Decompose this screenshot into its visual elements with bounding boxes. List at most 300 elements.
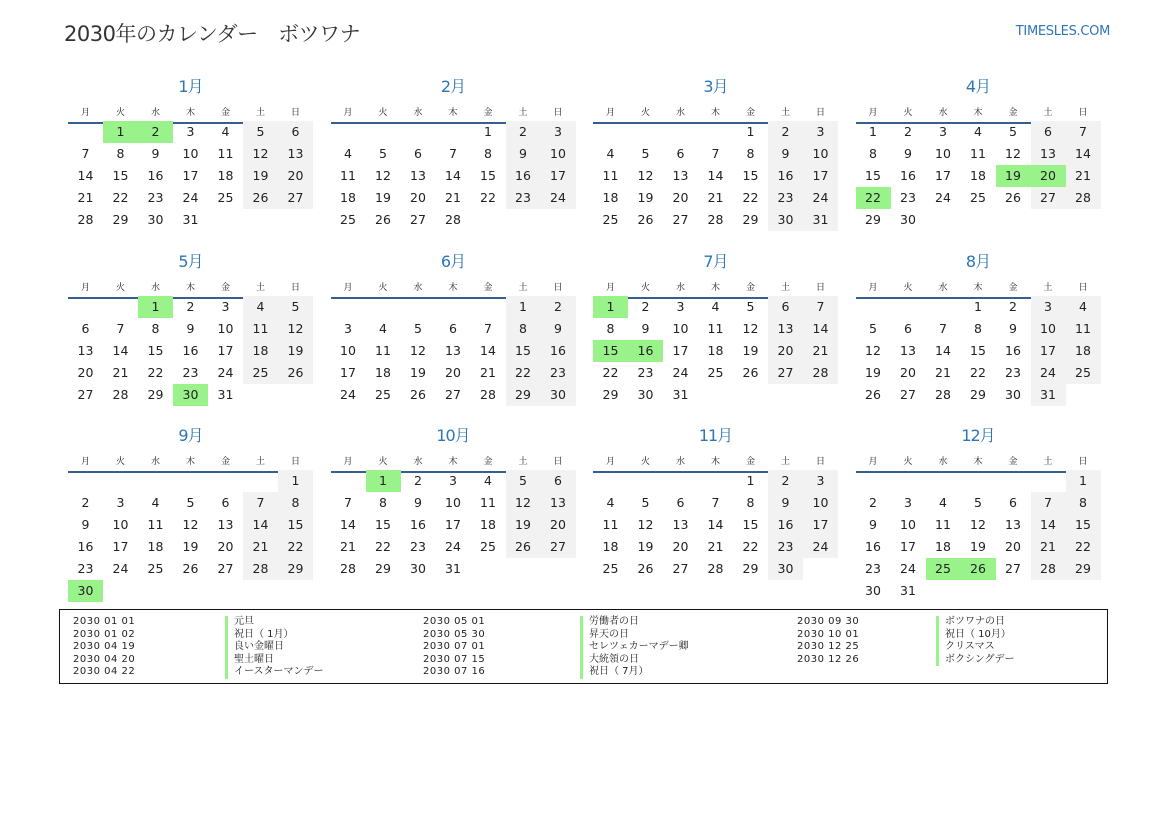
calendar-day[interactable]: 14: [480, 342, 496, 358]
calendar-day[interactable]: 13: [217, 517, 234, 532]
calendar-day[interactable]: 19: [252, 168, 269, 183]
calendar-day[interactable]: 1: [291, 473, 300, 488]
calendar-day[interactable]: 15: [112, 168, 129, 183]
calendar-day[interactable]: 12: [970, 517, 986, 532]
calendar-day[interactable]: 25: [707, 364, 724, 380]
calendar-day[interactable]: 5: [291, 298, 300, 314]
calendar-day[interactable]: 4: [221, 124, 230, 139]
calendar-day[interactable]: 24: [112, 561, 129, 576]
calendar-day[interactable]: 26: [1005, 190, 1021, 205]
calendar-day[interactable]: 14: [812, 320, 829, 336]
calendar-day[interactable]: 11: [970, 146, 986, 161]
calendar-day[interactable]: 3: [939, 124, 947, 139]
calendar-day[interactable]: 4: [379, 320, 387, 336]
calendar-day[interactable]: 5: [974, 495, 982, 510]
calendar-day[interactable]: 14: [252, 517, 269, 532]
calendar-day[interactable]: 16: [777, 168, 794, 183]
calendar-day[interactable]: 21: [935, 364, 951, 380]
calendar-day[interactable]: 19: [410, 364, 426, 380]
calendar-day[interactable]: 18: [340, 190, 356, 205]
calendar-day[interactable]: 30: [900, 212, 916, 227]
calendar-day[interactable]: 20: [1005, 539, 1021, 554]
calendar-day[interactable]: 28: [1075, 190, 1091, 205]
calendar-day[interactable]: 17: [217, 342, 234, 358]
calendar-day[interactable]: 9: [519, 146, 527, 161]
calendar-day[interactable]: 13: [777, 320, 794, 336]
calendar-day[interactable]: 21: [340, 539, 356, 554]
calendar-day[interactable]: 28: [812, 364, 829, 380]
calendar-day[interactable]: 28: [77, 212, 94, 227]
calendar-day[interactable]: 2: [641, 298, 650, 314]
calendar-day[interactable]: 18: [1075, 342, 1091, 358]
calendar-day[interactable]: 25: [147, 561, 164, 576]
calendar-day[interactable]: 2: [1009, 298, 1017, 314]
calendar-day[interactable]: 2: [781, 473, 790, 488]
calendar-day[interactable]: 29: [515, 386, 531, 402]
calendar-day[interactable]: 16: [182, 342, 199, 358]
calendar-day[interactable]: 15: [287, 517, 304, 532]
calendar-day[interactable]: 4: [711, 298, 720, 314]
calendar-day[interactable]: 18: [217, 168, 234, 183]
calendar-day[interactable]: 12: [410, 342, 426, 358]
calendar-day[interactable]: 3: [554, 124, 562, 139]
calendar-day[interactable]: 13: [77, 342, 94, 358]
calendar-day[interactable]: 6: [221, 495, 230, 510]
calendar-day[interactable]: 21: [445, 190, 461, 205]
calendar-day[interactable]: 30: [637, 386, 654, 402]
calendar-day[interactable]: 13: [445, 342, 461, 358]
calendar-day[interactable]: 4: [606, 495, 615, 510]
calendar-day[interactable]: 13: [1005, 517, 1021, 532]
calendar-day[interactable]: 26: [252, 190, 269, 205]
calendar-day[interactable]: 10: [182, 146, 199, 161]
calendar-day[interactable]: 14: [340, 517, 356, 532]
calendar-day[interactable]: 17: [112, 539, 129, 554]
calendar-day[interactable]: 22: [375, 539, 391, 554]
calendar-day[interactable]: 11: [375, 342, 391, 358]
calendar-day[interactable]: 11: [602, 168, 619, 183]
calendar-day[interactable]: 9: [869, 517, 877, 532]
calendar-day[interactable]: 16: [410, 517, 426, 532]
calendar-day[interactable]: 6: [81, 320, 90, 336]
calendar-day[interactable]: 7: [484, 320, 492, 336]
calendar-day[interactable]: 27: [410, 212, 426, 227]
calendar-day[interactable]: 23: [77, 561, 94, 576]
calendar-day[interactable]: 7: [116, 320, 125, 336]
calendar-day[interactable]: 13: [550, 495, 566, 510]
calendar-day[interactable]: 11: [707, 320, 724, 336]
calendar-day[interactable]: 27: [217, 561, 234, 576]
calendar-day[interactable]: 30: [147, 212, 164, 227]
calendar-day[interactable]: 9: [641, 320, 650, 336]
calendar-day[interactable]: 29: [970, 386, 986, 402]
calendar-day[interactable]: 20: [900, 364, 916, 380]
calendar-day[interactable]: 22: [515, 364, 531, 380]
calendar-day[interactable]: 13: [287, 146, 304, 161]
calendar-day[interactable]: 26: [637, 212, 654, 227]
calendar-day[interactable]: 6: [676, 146, 685, 161]
calendar-day[interactable]: 26: [742, 364, 759, 380]
calendar-day[interactable]: 29: [112, 212, 129, 227]
calendar-day[interactable]: 16: [147, 168, 164, 183]
calendar-day[interactable]: 6: [1044, 124, 1052, 139]
calendar-day[interactable]: 23: [410, 539, 426, 554]
calendar-day[interactable]: 23: [777, 190, 794, 205]
calendar-day[interactable]: 10: [1040, 320, 1056, 336]
calendar-day[interactable]: 9: [81, 517, 90, 532]
calendar-day[interactable]: 5: [519, 473, 527, 488]
calendar-day[interactable]: 24: [672, 364, 689, 380]
calendar-day[interactable]: 17: [935, 168, 951, 183]
calendar-day[interactable]: 31: [182, 212, 199, 227]
calendar-day[interactable]: 6: [781, 298, 790, 314]
calendar-day[interactable]: 25: [340, 212, 356, 227]
calendar-day[interactable]: 21: [1075, 168, 1091, 183]
calendar-day[interactable]: 30: [1005, 386, 1021, 402]
calendar-day[interactable]: 1: [869, 124, 877, 139]
calendar-day[interactable]: 9: [781, 495, 790, 510]
calendar-day[interactable]: 8: [484, 146, 492, 161]
calendar-day[interactable]: 4: [484, 473, 492, 488]
calendar-day[interactable]: 23: [777, 539, 794, 554]
calendar-day[interactable]: 5: [746, 298, 755, 314]
calendar-day[interactable]: 17: [672, 342, 689, 358]
calendar-day[interactable]: 7: [1044, 495, 1052, 510]
calendar-day[interactable]: 14: [445, 168, 461, 183]
calendar-day[interactable]: 20: [77, 364, 94, 380]
calendar-day[interactable]: 18: [375, 364, 391, 380]
calendar-day[interactable]: 23: [900, 190, 916, 205]
calendar-day[interactable]: 11: [217, 146, 234, 161]
calendar-day[interactable]: 1: [1079, 473, 1087, 488]
calendar-day[interactable]: 24: [340, 386, 356, 402]
calendar-day[interactable]: 20: [777, 342, 794, 358]
calendar-day[interactable]: 3: [116, 495, 125, 510]
calendar-day[interactable]: 1: [519, 298, 527, 314]
calendar-day[interactable]: 6: [1009, 495, 1017, 510]
calendar-day[interactable]: 16: [865, 539, 881, 554]
calendar-day[interactable]: 18: [970, 168, 986, 183]
calendar-day[interactable]: 24: [900, 561, 916, 576]
calendar-day[interactable]: 23: [182, 364, 199, 380]
calendar-day[interactable]: 6: [291, 124, 300, 139]
calendar-day[interactable]: 24: [812, 539, 829, 554]
calendar-day[interactable]: 3: [676, 298, 685, 314]
holiday-day[interactable]: 19: [996, 165, 1031, 187]
calendar-day[interactable]: 16: [900, 168, 916, 183]
calendar-day[interactable]: 18: [707, 342, 724, 358]
calendar-day[interactable]: 7: [939, 320, 947, 336]
calendar-day[interactable]: 17: [812, 517, 829, 532]
holiday-day[interactable]: 30: [68, 580, 103, 602]
calendar-day[interactable]: 7: [344, 495, 352, 510]
calendar-day[interactable]: 31: [445, 561, 461, 576]
calendar-day[interactable]: 3: [816, 473, 825, 488]
calendar-day[interactable]: 21: [252, 539, 269, 554]
calendar-day[interactable]: 14: [707, 168, 724, 183]
calendar-day[interactable]: 5: [256, 124, 265, 139]
calendar-day[interactable]: 16: [777, 517, 794, 532]
holiday-day[interactable]: 1: [103, 121, 138, 143]
calendar-day[interactable]: 29: [602, 386, 619, 402]
calendar-day[interactable]: 21: [1040, 539, 1056, 554]
calendar-day[interactable]: 10: [672, 320, 689, 336]
holiday-day[interactable]: 20: [1031, 165, 1066, 187]
calendar-day[interactable]: 5: [414, 320, 422, 336]
calendar-day[interactable]: 3: [816, 124, 825, 139]
calendar-day[interactable]: 31: [217, 386, 234, 402]
calendar-day[interactable]: 6: [554, 473, 562, 488]
holiday-day[interactable]: 30: [173, 384, 208, 406]
calendar-day[interactable]: 17: [340, 364, 356, 380]
calendar-day[interactable]: 3: [186, 124, 195, 139]
calendar-day[interactable]: 10: [217, 320, 234, 336]
holiday-day[interactable]: 2: [138, 121, 173, 143]
calendar-day[interactable]: 28: [935, 386, 951, 402]
calendar-day[interactable]: 15: [480, 168, 496, 183]
calendar-day[interactable]: 28: [252, 561, 269, 576]
calendar-day[interactable]: 3: [1044, 298, 1052, 314]
calendar-day[interactable]: 30: [777, 212, 794, 227]
calendar-day[interactable]: 24: [217, 364, 234, 380]
calendar-day[interactable]: 15: [1075, 517, 1091, 532]
calendar-day[interactable]: 19: [637, 539, 654, 554]
calendar-day[interactable]: 23: [147, 190, 164, 205]
holiday-day[interactable]: 1: [138, 296, 173, 318]
calendar-day[interactable]: 9: [151, 146, 160, 161]
calendar-day[interactable]: 7: [711, 495, 720, 510]
calendar-day[interactable]: 7: [711, 146, 720, 161]
calendar-day[interactable]: 25: [252, 364, 269, 380]
calendar-day[interactable]: 20: [672, 539, 689, 554]
calendar-day[interactable]: 28: [707, 561, 724, 576]
calendar-day[interactable]: 11: [252, 320, 269, 336]
calendar-day[interactable]: 18: [935, 539, 951, 554]
calendar-day[interactable]: 6: [414, 146, 422, 161]
calendar-day[interactable]: 26: [182, 561, 199, 576]
calendar-day[interactable]: 28: [112, 386, 129, 402]
calendar-day[interactable]: 29: [147, 386, 164, 402]
calendar-day[interactable]: 9: [554, 320, 562, 336]
calendar-day[interactable]: 3: [344, 320, 352, 336]
calendar-day[interactable]: 28: [480, 386, 496, 402]
calendar-day[interactable]: 5: [641, 495, 650, 510]
calendar-day[interactable]: 10: [812, 495, 829, 510]
calendar-day[interactable]: 18: [602, 539, 619, 554]
calendar-day[interactable]: 6: [676, 495, 685, 510]
calendar-day[interactable]: 25: [375, 386, 391, 402]
calendar-day[interactable]: 7: [816, 298, 825, 314]
calendar-day[interactable]: 8: [869, 146, 877, 161]
calendar-day[interactable]: 29: [375, 561, 391, 576]
calendar-day[interactable]: 26: [865, 386, 881, 402]
calendar-day[interactable]: 4: [974, 124, 982, 139]
calendar-day[interactable]: 12: [515, 495, 531, 510]
calendar-day[interactable]: 12: [252, 146, 269, 161]
calendar-day[interactable]: 20: [550, 517, 566, 532]
calendar-day[interactable]: 30: [865, 583, 881, 598]
calendar-day[interactable]: 13: [672, 168, 689, 183]
calendar-day[interactable]: 2: [904, 124, 912, 139]
calendar-day[interactable]: 4: [256, 298, 265, 314]
calendar-day[interactable]: 19: [970, 539, 986, 554]
calendar-day[interactable]: 3: [449, 473, 457, 488]
calendar-day[interactable]: 11: [1075, 320, 1091, 336]
calendar-day[interactable]: 5: [869, 320, 877, 336]
calendar-day[interactable]: 8: [1079, 495, 1087, 510]
calendar-day[interactable]: 12: [1005, 146, 1021, 161]
calendar-day[interactable]: 17: [550, 168, 566, 183]
calendar-day[interactable]: 5: [641, 146, 650, 161]
calendar-day[interactable]: 27: [672, 561, 689, 576]
calendar-day[interactable]: 31: [1040, 386, 1056, 402]
calendar-day[interactable]: 29: [742, 561, 759, 576]
calendar-day[interactable]: 17: [1040, 342, 1056, 358]
calendar-day[interactable]: 27: [1005, 561, 1021, 576]
calendar-day[interactable]: 1: [974, 298, 982, 314]
holiday-day[interactable]: 15: [593, 340, 628, 362]
calendar-day[interactable]: 25: [970, 190, 986, 205]
calendar-day[interactable]: 21: [480, 364, 496, 380]
calendar-day[interactable]: 4: [151, 495, 160, 510]
calendar-day[interactable]: 3: [904, 495, 912, 510]
calendar-day[interactable]: 24: [445, 539, 461, 554]
calendar-day[interactable]: 20: [445, 364, 461, 380]
calendar-day[interactable]: 3: [221, 298, 230, 314]
holiday-day[interactable]: 1: [593, 296, 628, 318]
calendar-day[interactable]: 30: [410, 561, 426, 576]
calendar-day[interactable]: 29: [865, 212, 881, 227]
calendar-day[interactable]: 26: [287, 364, 304, 380]
calendar-day[interactable]: 24: [935, 190, 951, 205]
calendar-day[interactable]: 31: [672, 386, 689, 402]
calendar-day[interactable]: 22: [112, 190, 129, 205]
calendar-day[interactable]: 18: [252, 342, 269, 358]
calendar-day[interactable]: 2: [414, 473, 422, 488]
calendar-day[interactable]: 22: [480, 190, 496, 205]
calendar-day[interactable]: 22: [147, 364, 164, 380]
calendar-day[interactable]: 8: [519, 320, 527, 336]
calendar-day[interactable]: 24: [182, 190, 199, 205]
calendar-day[interactable]: 1: [746, 473, 755, 488]
calendar-day[interactable]: 21: [112, 364, 129, 380]
calendar-day[interactable]: 27: [287, 190, 304, 205]
calendar-day[interactable]: 13: [410, 168, 426, 183]
calendar-day[interactable]: 15: [742, 168, 759, 183]
calendar-day[interactable]: 25: [602, 212, 619, 227]
calendar-day[interactable]: 24: [550, 190, 566, 205]
calendar-day[interactable]: 2: [554, 298, 562, 314]
calendar-day[interactable]: 19: [742, 342, 759, 358]
calendar-day[interactable]: 21: [812, 342, 829, 358]
calendar-day[interactable]: 5: [1009, 124, 1017, 139]
calendar-day[interactable]: 8: [606, 320, 615, 336]
calendar-day[interactable]: 25: [602, 561, 619, 576]
calendar-day[interactable]: 7: [256, 495, 265, 510]
calendar-day[interactable]: 24: [812, 190, 829, 205]
calendar-day[interactable]: 4: [606, 146, 615, 161]
calendar-day[interactable]: 1: [484, 124, 492, 139]
calendar-day[interactable]: 12: [742, 320, 759, 336]
calendar-day[interactable]: 10: [935, 146, 951, 161]
calendar-day[interactable]: 27: [900, 386, 916, 402]
calendar-day[interactable]: 22: [602, 364, 619, 380]
calendar-day[interactable]: 12: [865, 342, 881, 358]
calendar-day[interactable]: 26: [515, 539, 531, 554]
calendar-day[interactable]: 25: [217, 190, 234, 205]
calendar-day[interactable]: 18: [602, 190, 619, 205]
calendar-day[interactable]: 13: [1040, 146, 1056, 161]
calendar-day[interactable]: 11: [147, 517, 164, 532]
calendar-day[interactable]: 7: [449, 146, 457, 161]
calendar-day[interactable]: 15: [742, 517, 759, 532]
calendar-day[interactable]: 14: [1075, 146, 1091, 161]
calendar-day[interactable]: 27: [445, 386, 461, 402]
calendar-day[interactable]: 2: [81, 495, 90, 510]
calendar-day[interactable]: 8: [116, 146, 125, 161]
brand-link[interactable]: TIMESLES.COM: [1015, 24, 1110, 39]
calendar-day[interactable]: 30: [550, 386, 566, 402]
calendar-day[interactable]: 19: [182, 539, 199, 554]
calendar-day[interactable]: 8: [974, 320, 982, 336]
calendar-day[interactable]: 2: [869, 495, 877, 510]
calendar-day[interactable]: 22: [1075, 539, 1091, 554]
calendar-day[interactable]: 26: [410, 386, 426, 402]
calendar-day[interactable]: 20: [410, 190, 426, 205]
calendar-day[interactable]: 10: [112, 517, 129, 532]
calendar-day[interactable]: 9: [414, 495, 422, 510]
calendar-day[interactable]: 2: [186, 298, 195, 314]
calendar-day[interactable]: 14: [112, 342, 129, 358]
calendar-day[interactable]: 26: [637, 561, 654, 576]
calendar-day[interactable]: 16: [77, 539, 94, 554]
calendar-day[interactable]: 9: [904, 146, 912, 161]
calendar-day[interactable]: 10: [340, 342, 356, 358]
calendar-day[interactable]: 28: [1040, 561, 1056, 576]
calendar-day[interactable]: 15: [515, 342, 531, 358]
calendar-day[interactable]: 11: [340, 168, 356, 183]
holiday-day[interactable]: 16: [628, 340, 663, 362]
calendar-day[interactable]: 13: [900, 342, 916, 358]
calendar-day[interactable]: 11: [480, 495, 496, 510]
calendar-day[interactable]: 23: [550, 364, 566, 380]
calendar-day[interactable]: 14: [707, 517, 724, 532]
calendar-day[interactable]: 23: [865, 561, 881, 576]
calendar-day[interactable]: 15: [375, 517, 391, 532]
calendar-day[interactable]: 20: [217, 539, 234, 554]
calendar-day[interactable]: 27: [77, 386, 94, 402]
calendar-day[interactable]: 15: [147, 342, 164, 358]
calendar-day[interactable]: 21: [77, 190, 94, 205]
calendar-day[interactable]: 25: [480, 539, 496, 554]
calendar-day[interactable]: 14: [77, 168, 94, 183]
calendar-day[interactable]: 8: [291, 495, 300, 510]
calendar-day[interactable]: 2: [781, 124, 790, 139]
calendar-day[interactable]: 8: [746, 146, 755, 161]
calendar-day[interactable]: 16: [550, 342, 566, 358]
calendar-day[interactable]: 18: [480, 517, 496, 532]
calendar-day[interactable]: 23: [637, 364, 654, 380]
calendar-day[interactable]: 27: [672, 212, 689, 227]
calendar-day[interactable]: 4: [939, 495, 947, 510]
calendar-day[interactable]: 2: [519, 124, 527, 139]
calendar-day[interactable]: 10: [900, 517, 916, 532]
calendar-day[interactable]: 19: [375, 190, 391, 205]
calendar-day[interactable]: 8: [379, 495, 387, 510]
calendar-day[interactable]: 19: [865, 364, 881, 380]
calendar-day[interactable]: 21: [707, 539, 724, 554]
holiday-day[interactable]: 1: [366, 470, 401, 492]
